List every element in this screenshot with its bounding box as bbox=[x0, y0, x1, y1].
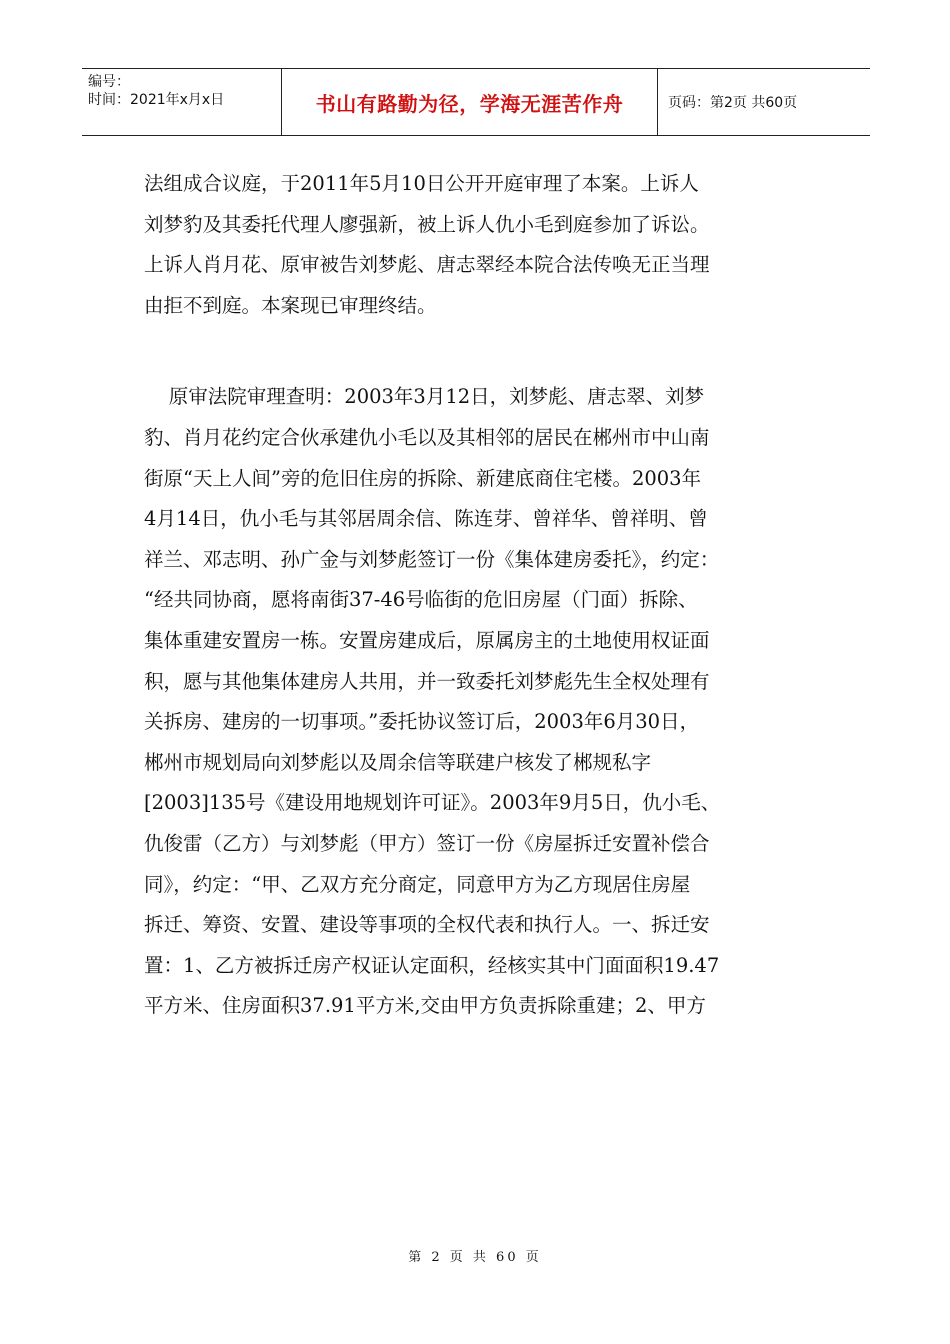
header-meta-cell bbox=[82, 69, 282, 135]
paragraph-1 bbox=[144, 164, 804, 326]
text-line: 刘梦豹及其委托代理人廖强新，被上诉人仇小毛到庭参加了诉讼。 bbox=[144, 212, 710, 236]
text-line: 原审法院审理查明：2003年3月12日，刘梦彪、唐志翠、刘梦 bbox=[144, 385, 705, 409]
text-line: 积，愿与其他集体建房人共用，并一致委托刘梦彪先生全权处理有 bbox=[144, 669, 710, 693]
text-line: 拆迁、筹资、安置、建设等事项的全权代表和执行人。一、拆迁安 bbox=[144, 913, 710, 937]
text-line: “经共同协商，愿将南街37-46号临街的危旧房屋（门面）拆除、 bbox=[144, 588, 698, 612]
text-line: 同》，约定：“甲、乙双方充分商定，同意甲方为乙方现居住房屋 bbox=[144, 872, 691, 896]
text-line: 4月14日，仇小毛与其邻居周余信、陈连芽、曾祥华、曾祥明、曾 bbox=[144, 507, 708, 531]
text-line: 仇俊雷（乙方）与刘梦彪（甲方）签订一份《房屋拆迁安置补偿合 bbox=[144, 831, 710, 855]
text-line: 平方米、住房面积37.91平方米,交由甲方负责拆除重建；2、甲方 bbox=[144, 994, 706, 1018]
document-date-label: 时间：2021年x月x日 bbox=[88, 92, 225, 108]
text-line: 上诉人肖月花、原审被告刘梦彪、唐志翠经本院合法传唤无正当理 bbox=[144, 253, 710, 277]
page-header bbox=[82, 68, 870, 136]
text-line: 祥兰、邓志明、孙广金与刘梦彪签订一份《集体建房委托》，约定： bbox=[144, 547, 720, 571]
text-line: 街原“天上人间”旁的危旧住房的拆除、新建底商住宅楼。2003年 bbox=[144, 466, 702, 490]
text-line: 置：1、乙方被拆迁房产权证认定面积，经核实其中门面面积19.47 bbox=[144, 953, 720, 977]
text-line: 由拒不到庭。本案现已审理终结。 bbox=[144, 293, 437, 317]
page-footer: 第 2 页 共 60 页 bbox=[408, 1250, 542, 1265]
document-number-label: 编号： bbox=[88, 74, 130, 90]
header-page-info: 页码：第2页 共60页 bbox=[668, 95, 798, 111]
text-line: 郴州市规划局向刘梦彪以及周余信等联建户核发了郴规私字 bbox=[144, 750, 652, 774]
header-page-cell bbox=[658, 69, 870, 135]
text-line: [2003]135号《建设用地规划许可证》。2003年9月5日，仇小毛、 bbox=[144, 791, 721, 815]
header-motto-cell bbox=[282, 69, 658, 135]
text-line: 集体重建安置房一栋。安置房建成后，原属房主的土地使用权证面 bbox=[144, 628, 710, 652]
paragraph-2 bbox=[144, 377, 804, 1027]
text-line: 关拆房、建房的一切事项。”委托协议签订后，2003年6月30日， bbox=[144, 710, 700, 734]
paragraph-gap bbox=[144, 326, 804, 377]
header-motto: 书山有路勤为径，学海无涯苦作舟 bbox=[315, 91, 624, 116]
document-body bbox=[144, 164, 804, 1027]
text-line: 豹、肖月花约定合伙承建仇小毛以及其相邻的居民在郴州市中山南 bbox=[144, 425, 710, 449]
text-line: 法组成合议庭，于2011年5月10日公开开庭审理了本案。上诉人 bbox=[144, 172, 699, 195]
